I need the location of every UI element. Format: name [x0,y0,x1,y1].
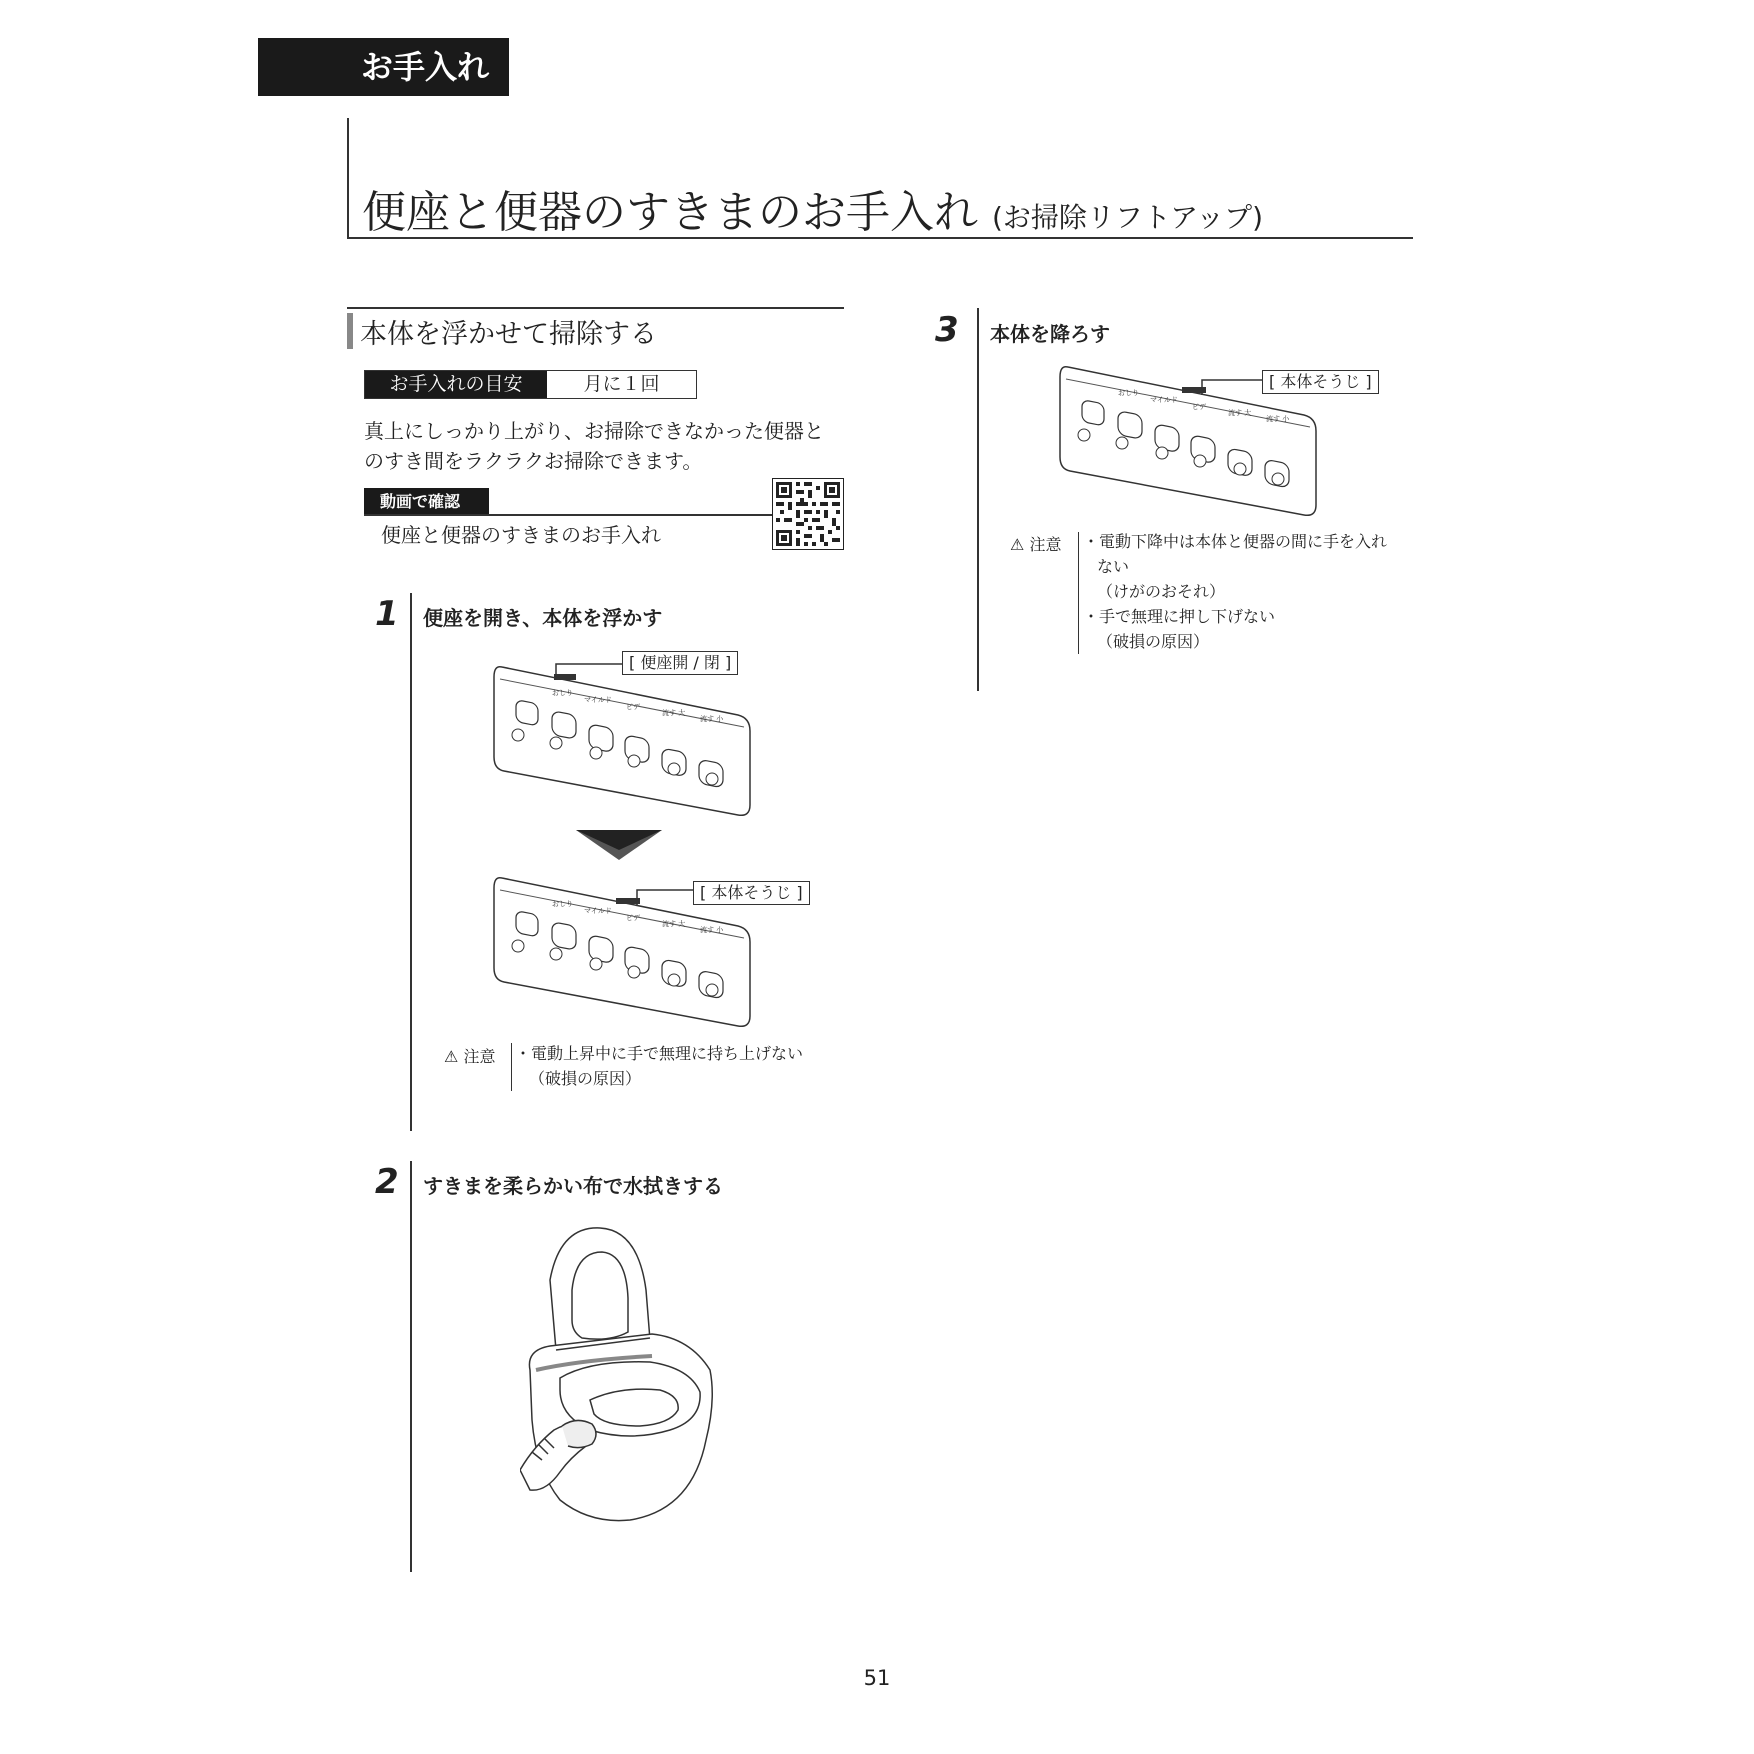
step-2-rule [410,1161,412,1572]
section-rule [347,307,844,309]
remote-2-label-flush-small: 流す 小 [700,926,724,934]
page-number: 51 [863,1666,891,1690]
guide-label: お手入れの目安 [365,371,547,398]
step-1-caution-line-1: ・電動上昇中に手で無理に持ち上げない [515,1044,804,1063]
video-rule [364,514,776,516]
page-title-sub: (お掃除リフトアップ) [992,201,1264,234]
callout-body-clean-2: [ 本体そうじ ] [1262,370,1379,394]
remote-2-label-mild: マイルド [584,907,612,915]
step-3-caution-text [1083,529,1387,654]
step-1-caution-label-text: 注意 [463,1047,496,1066]
remote-2-label-bidet: ビデ [626,914,640,922]
remote-1-label-mild: マイルド [584,696,612,704]
warning-icon: ⚠ [1010,535,1025,554]
section-marker [347,313,353,349]
callout-leader-1 [555,660,625,680]
callout-body-clean-1: [ 本体そうじ ] [693,881,810,905]
step-3-caution-line-4: ・手で無理に押し下げない [1083,607,1276,626]
title-frame-vertical-rule [347,118,349,239]
remote-2-label-flush-large: 流す 大 [662,920,686,928]
intro-line-1: 真上にしっかり上がり、お掃除できなかった便器と [364,419,824,443]
step-1-caution-rule [511,1043,512,1091]
remote-illustration-1 [492,665,752,820]
callout-leader-2 [636,886,696,906]
step-3-caution-line-2: ない [1097,557,1130,576]
step-3-caution-rule [1078,532,1079,654]
page-title [362,176,1263,240]
section-title: 本体を浮かせて掃除する [360,319,657,350]
remote-2-label-oshiri: おしり [552,900,573,908]
chapter-tab: お手入れ [258,38,509,96]
callout-leader-3 [1201,376,1265,396]
guide-value: 月に１回 [583,373,660,395]
remote-3-label-flush-small: 流す 小 [1266,415,1290,423]
step-1-caution-text [515,1041,803,1091]
step-1-caution-line-2: （破損の原因） [529,1069,642,1088]
intro-text [364,416,854,476]
remote-1-label-flush-small: 流す 小 [700,715,724,723]
remote-1-label-oshiri: おしり [552,689,573,697]
step-3-caution-line-5: （破損の原因） [1097,632,1210,651]
remote-3-label-bidet: ビデ [1192,403,1206,411]
step-3-rule [977,308,979,691]
intro-line-2: のすき間をラクラクお掃除できます。 [364,449,703,473]
step-2-title: すきまを柔らかい布で水拭きする [423,1174,723,1198]
video-tab: 動画で確認 [364,488,489,515]
step-3-caution-label [1010,532,1061,555]
callout-seat-open-close: [ 便座開 / 閉 ] [622,651,738,675]
toilet-illustration [520,1220,720,1525]
step-2-number: 2 [375,1162,399,1202]
remote-3-label-oshiri: おしり [1118,389,1139,397]
page-title-main: 便座と便器のすきまのお手入れ [362,187,978,238]
remote-3-label-mild: マイルド [1150,396,1178,404]
qr-code-icon[interactable] [772,478,844,550]
step-1-number: 1 [375,594,399,634]
step-1-rule [410,593,412,1131]
step-1-title: 便座を開き、本体を浮かす [423,606,663,630]
step-3-title: 本体を降ろす [990,322,1110,346]
remote-3-label-flush-large: 流す 大 [1228,409,1252,417]
remote-1-label-bidet: ビデ [626,703,640,711]
step-3-caution-line-1: ・電動下降中は本体と便器の間に手を入れ [1083,532,1388,551]
step-3-caution-label-text: 注意 [1029,535,1062,554]
warning-icon: ⚠ [444,1047,459,1066]
step-3-number: 3 [935,310,959,350]
video-title: 便座と便器のすきまのお手入れ [381,523,661,547]
down-arrow-icon [576,830,662,860]
step-1-caution-label [444,1044,495,1067]
step-3-caution-line-3: （けがのおそれ） [1097,582,1226,601]
remote-1-label-flush-large: 流す 大 [662,709,686,717]
